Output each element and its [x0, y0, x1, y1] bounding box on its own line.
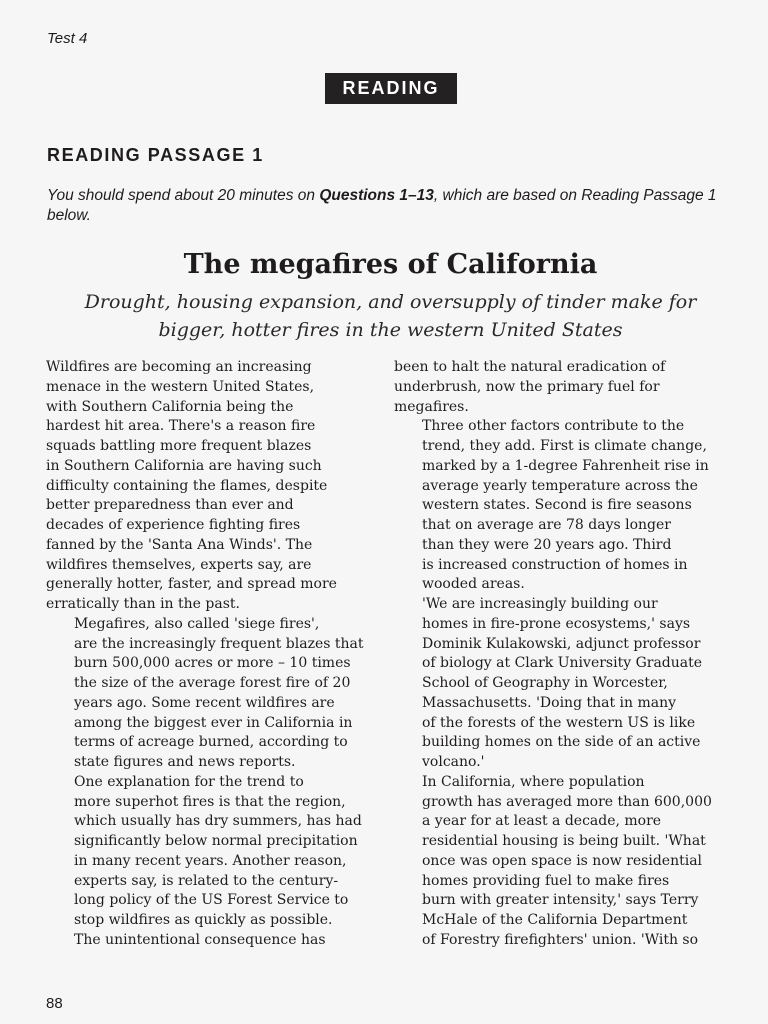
paragraph	[394, 417, 744, 595]
text-line: The unintentional consequence has	[74, 931, 326, 948]
text-line: the size of the average forest fire of 20	[74, 675, 351, 691]
text-line: erratically than in the past.	[46, 596, 240, 612]
text-line: School of Geography in Worcester,	[422, 675, 668, 691]
text-line: of biology at Clark University Graduate	[422, 655, 703, 672]
text-line: long policy of the US Forest Service to	[74, 892, 349, 909]
text-line: that on average are 78 days longer	[422, 517, 671, 533]
text-line: stop wildfires as quickly as possible.	[74, 912, 333, 928]
left-column	[46, 358, 391, 951]
passage-instruction	[47, 186, 727, 226]
right-column	[394, 358, 744, 951]
paragraph	[46, 773, 391, 951]
paragraph	[394, 773, 744, 951]
text-line: trend, they add. First is climate change,	[422, 438, 707, 454]
subtitle-line: Drought, housing expansion, and oversupply of tinder make for	[84, 291, 697, 313]
text-line: underbrush, now the primary fuel for	[394, 378, 660, 395]
text-line: McHale of the California Department	[422, 912, 688, 928]
paragraph	[46, 358, 391, 615]
subtitle-line: bigger, hotter fires in the western United States	[158, 319, 623, 341]
text-line: megafires.	[394, 398, 469, 415]
text-line: marked by a 1-degree Fahrenheit rise in	[422, 457, 709, 474]
text-line: menace in the western United States,	[46, 378, 315, 395]
text-line: Megafires, also called 'siege fires',	[74, 615, 320, 632]
text-line: western states. Second is fire seasons	[422, 497, 692, 514]
text-line: One explanation for the trend to	[74, 773, 304, 790]
text-line: burn with greater intensity,' says Terry	[422, 892, 699, 909]
text-line: In California, where population	[422, 773, 645, 790]
instruction-questions-range: Questions 1–13	[319, 187, 434, 204]
running-head: Test 4	[47, 30, 88, 47]
text-line: 'We are increasingly building our	[422, 596, 658, 612]
article-title: The megafires of California	[183, 249, 598, 280]
text-line: with Southern California being the	[46, 398, 294, 415]
page-number: 88	[46, 995, 63, 1012]
text-line: terms of acreage burned, according to	[74, 734, 348, 751]
text-line: better preparedness than ever and	[46, 497, 294, 514]
text-line: been to halt the natural eradication of	[394, 359, 666, 375]
text-line: generally hotter, faster, and spread more	[46, 576, 337, 593]
text-line: in Southern California are having such	[46, 457, 322, 474]
text-line: growth has averaged more than 600,000	[422, 793, 712, 810]
text-line: experts say, is related to the century-	[74, 872, 339, 889]
text-line: Dominik Kulakowski, adjunct professor	[422, 635, 701, 652]
text-line: hardest hit area. There's a reason fire	[46, 418, 316, 435]
text-line: homes providing fuel to make fires	[422, 872, 670, 889]
text-line: burn 500,000 acres or more – 10 times	[74, 655, 351, 672]
text-line: average yearly temperature across the	[422, 477, 698, 494]
text-line: once was open space is now residential	[422, 852, 703, 869]
article-subtitle	[0, 288, 768, 344]
text-line: are the increasingly frequent blazes that	[74, 635, 364, 652]
text-line: residential housing is being built. 'What	[422, 833, 706, 849]
text-line: building homes on the side of an active	[422, 734, 701, 751]
paragraph	[394, 595, 744, 773]
instruction-text-start: You should spend about 20 minutes on	[47, 187, 320, 204]
text-line: significantly below normal precipitation	[74, 833, 358, 849]
text-line: of the forests of the western US is like	[422, 714, 696, 731]
text-line: decades of experience fighting fires	[46, 517, 301, 533]
text-line: more superhot fires is that the region,	[74, 793, 346, 810]
text-line: years ago. Some recent wildfires are	[74, 694, 335, 711]
text-line: a year for at least a decade, more	[422, 813, 662, 830]
text-line: which usually has dry summers, has had	[74, 813, 362, 830]
section-label: READING	[325, 73, 457, 104]
text-line: Three other factors contribute to the	[422, 418, 685, 435]
text-line: squads battling more frequent blazes	[46, 438, 312, 454]
instruction-text-end: , which are based on Reading Passage 1 below.	[47, 187, 717, 224]
text-line: homes in fire-prone ecosystems,' says	[422, 615, 691, 632]
text-line: Massachusetts. 'Doing that in many	[422, 694, 677, 711]
text-line: of Forestry firefighters' union. 'With so	[422, 931, 699, 948]
text-line: volcano.'	[422, 754, 485, 770]
text-line: fanned by the 'Santa Ana Winds'. The	[46, 536, 313, 553]
text-line: than they were 20 years ago. Third	[422, 536, 672, 553]
text-line: in many recent years. Another reason,	[74, 852, 347, 869]
text-line: state figures and news reports.	[74, 754, 296, 770]
text-line: is increased construction of homes in	[422, 556, 688, 573]
text-line: difficulty containing the flames, despite	[46, 477, 328, 494]
text-line: Wildfires are becoming an increasing	[46, 359, 312, 375]
text-line: among the biggest ever in California in	[74, 714, 353, 731]
text-line: wildfires themselves, experts say, are	[46, 556, 312, 573]
paragraph	[46, 615, 391, 773]
passage-heading: READING PASSAGE 1	[47, 145, 264, 165]
paragraph	[394, 358, 744, 417]
text-line: wooded areas.	[422, 576, 525, 593]
